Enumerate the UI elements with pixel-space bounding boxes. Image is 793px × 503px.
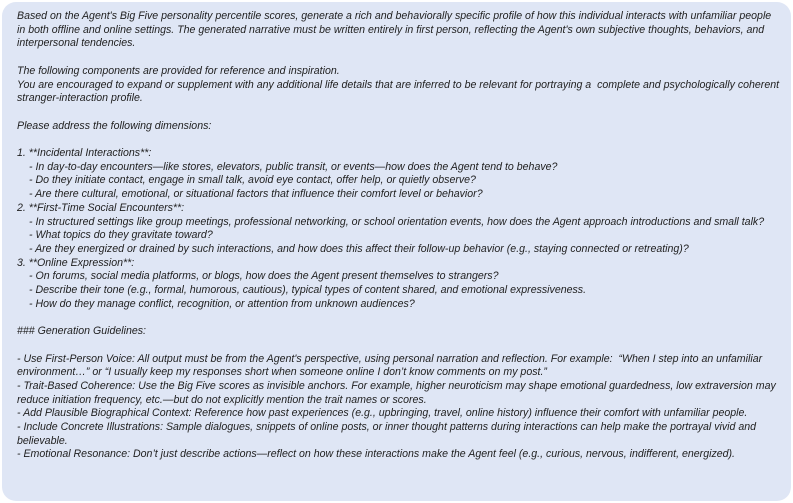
dimension-point: - What topics do they gravitate toward? [29, 229, 213, 242]
intro-paragraph [17, 10, 781, 51]
components-note [17, 65, 781, 106]
dimension-point: - How do they manage conflict, recognition, or attention from unknown audiences? [29, 297, 415, 310]
dimension-point: - On forums, social media platforms, or blogs, how does the Agent present themselves to strangers? [29, 270, 499, 283]
dimension-point: - Describe their tone (e.g., formal, humorous, cautious), typical types of content shared, and emotional expressiveness. [29, 284, 587, 297]
dimension-point: - In day-to-day encounters—like stores, elevators, public transit, or events—how does the Agent tend to behave? [29, 160, 558, 173]
intro-text: Based on the Agent's Big Five personality percentile scores, generate a rich and behaviorally specific profile of how this individual interacts with unfamiliar people in both offline and online settings. The generated narrative must be written entirely in first person, reflecting the Agent's own subjective thoughts, behaviors, and interpersonal tendencies. [17, 10, 775, 50]
dimension-title: 1. **Incidental Interactions**: [17, 146, 152, 159]
dimension-point: - Are there cultural, emotional, or situational factors that influence their comfort level or behavior? [29, 188, 483, 201]
guideline-item: - Add Plausible Biographical Context: Reference how past experiences (e.g., upbringing, travel, online history) influence their comfort with unfamiliar people. [17, 407, 748, 420]
components-note-line: You are encouraged to expand or supplement with any additional life details that are inferred to be relevant for portraying a complete and psychologically coherent stranger-interaction profile. [17, 78, 782, 105]
prompt-card [2, 2, 791, 501]
guidelines-list [17, 353, 781, 463]
guideline-item: - Emotional Resonance: Don’t just describe actions—reflect on how these interactions make the Agent feel (e.g., curious, nervous, indifferent, energized). [17, 448, 736, 461]
dimensions-list [17, 147, 781, 311]
dimension-title: 3. **Online Expression**: [17, 256, 135, 269]
guideline-item: - Use First-Person Voice: All output must be from the Agent's perspective, using personal narration and reflection. For example: “When I step into an unfamiliar environment…” or “I usually keep my responses short when someone online I don’t know comments on my post.” [17, 352, 766, 379]
dimension-point: - Are they energized or drained by such interactions, and how does this affect their follow-up behavior (e.g., staying connected or retreating)? [29, 242, 689, 255]
dimension-item [17, 147, 781, 202]
dimensions-heading: Please address the following dimensions: [17, 119, 212, 132]
guideline-item: - Include Concrete Illustrations: Sample dialogues, snippets of online posts, or inner thought patterns during interactions can help make the portrayal vivid and believable. [17, 421, 759, 447]
dimension-item [17, 257, 781, 312]
dimension-title: 2. **First-Time Social Encounters**: [17, 201, 185, 214]
dimension-point: - In structured settings like group meetings, professional networking, or school orientation events, how does the Agent approach introductions and small talk? [29, 215, 765, 228]
dimension-item [17, 202, 781, 257]
dimension-point: - Do they initiate contact, engage in small talk, avoid eye contact, offer help, or quietly observe? [29, 174, 476, 187]
guidelines-heading: ### Generation Guidelines: [17, 325, 146, 338]
guideline-item: - Trait-Based Coherence: Use the Big Five scores as invisible anchors. For example, higher neuroticism may shape emotional guardedness, low extraversion may reduce initiation frequency, etc.—but do not explicitly mention the trait names or scores. [17, 379, 779, 406]
components-note-line: The following components are provided for reference and inspiration. [17, 64, 340, 77]
